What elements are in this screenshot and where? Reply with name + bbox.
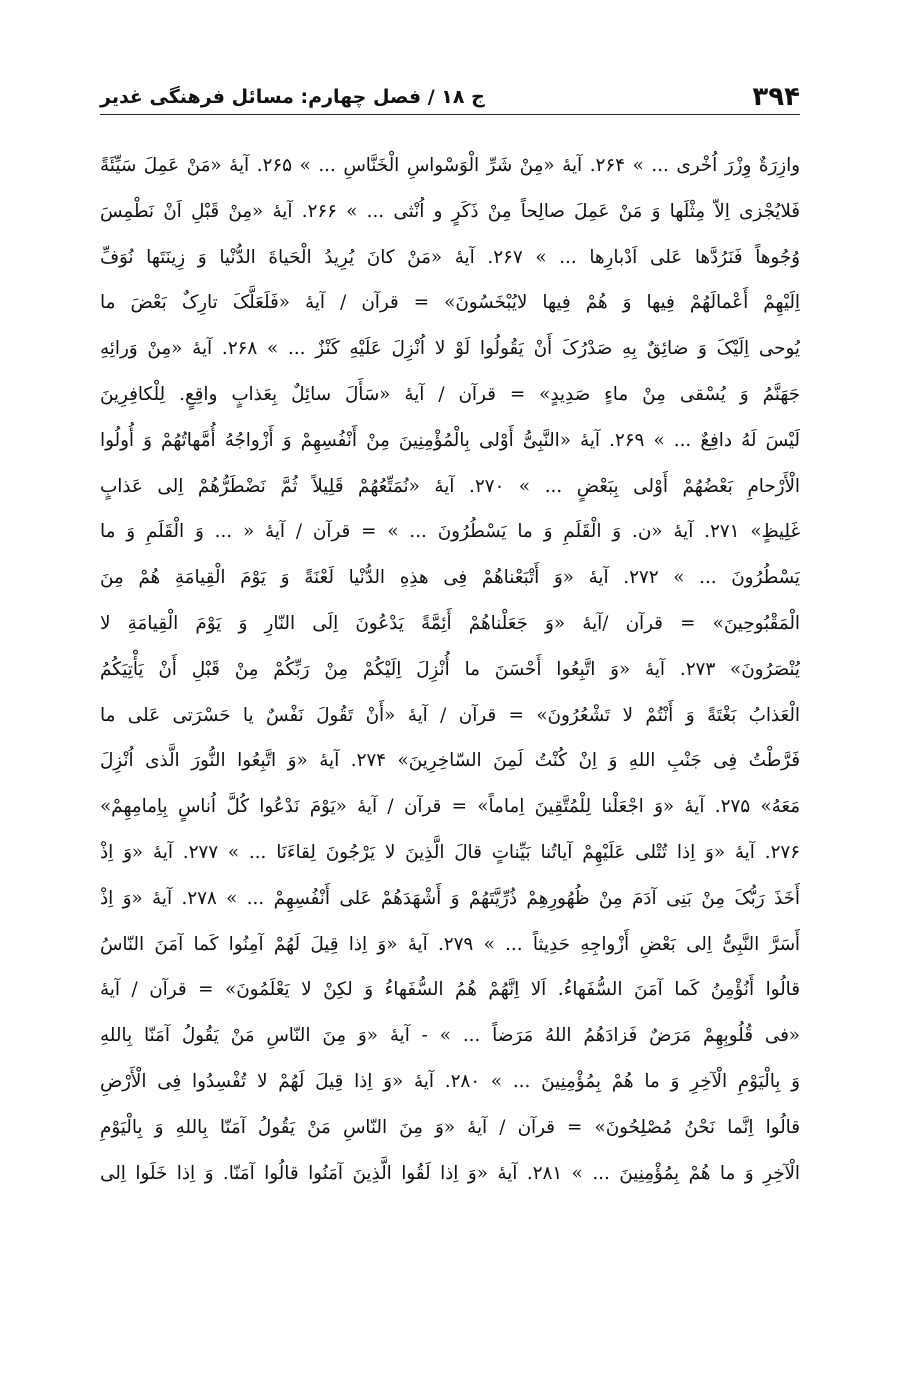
- text-line: مَعَهُ» ۲۷۵. آیهٔ «وَ اجْعَلْنا لِلْمُتَّقِینَ اِماماً» = قرآن / آیهٔ «یَوْمَ نَدْعُوا کُلَّ اُناسٍ بِاِمامِهِمْ»: [100, 796, 800, 818]
- text-line: قالُوا أَنُؤْمِنُ کَما آمَنَ السُّفَهاءُ. اَلا اِنَّهُمْ هُمُ السُّفَهاءُ وَ لکِنْ لا یَعْلَمُونَ» = قرآن / آیهٔ: [100, 979, 800, 1001]
- body-text: [100, 143, 800, 1303]
- text-line: غَلِیظٍ» ۲۷۱. آیهٔ «ن. وَ الْقَلَمِ وَ ما یَسْطُرُونَ ... » = قرآن / آیهٔ « ... وَ الْقَلَمِ وَ ما: [100, 521, 800, 543]
- text-line: الْمَقْبُوحِینَ» = قرآن /آیهٔ «وَ جَعَلْناهُمْ أَئِمَّةً یَدْعُونَ اِلَی النّارِ وَ یَوْمَ الْقِیامَةِ لا: [100, 612, 800, 634]
- page-header: [100, 72, 800, 112]
- text-line: وُجُوهاً فَنَرُدَّها عَلی اَدْبارِها ... » ۲۶۷. آیهٔ «مَنْ کانَ یُرِیدُ الْحَیاةَ الدُّنْیا وَ زِینَتَها نُوَفِّ: [100, 246, 800, 268]
- text-line: الْعَذابُ بَغْتَةً وَ أَنْتُمْ لا تَشْعُرُونَ» = قرآن / آیهٔ «أَنْ تَقُولَ نَفْسٌ یا حَسْرَتی عَلی ما: [100, 704, 800, 726]
- text-line: یُوحی اِلَیْکَ وَ ضائِقٌ بِهِ صَدْرُکَ أَنْ یَقُولُوا لَوْ لا اُنْزِلَ عَلَیْهِ کَنْزٌ ... » ۲۶۸. آیهٔ «مِنْ وَرائِهِ: [100, 338, 800, 360]
- text-line: فَلایُجْزی اِلاّ مِثْلَها وَ مَنْ عَمِلَ صالِحاً مِنْ ذَکَرٍ و اُنْثی ... » ۲۶۶. آیهٔ «مِنْ قَبْلِ اَنْ نَطْمِسَ: [100, 200, 800, 222]
- text-line: ۲۷۶. آیهٔ «وَ اِذا تُتْلی عَلَیْهِمْ آیاتُنا بَیِّناتٍ قالَ الَّذِینَ لا یَرْجُونَ لِقاءَنَا ... » ۲۷۷. آیهٔ «وَ اِذْ: [100, 841, 800, 863]
- text-line: «فی قُلُوبِهِمْ مَرَضٌ فَزادَهُمُ اللهُ مَرَضاً ... » - آیهٔ «وَ مِنَ النّاسِ مَنْ یَقُولُ آمَنّا بِاللهِ: [100, 1025, 800, 1047]
- text-line: لَیْسَ لَهُ دافِعٌ ... » ۲۶۹. آیهٔ «النَّبِیُّ أَوْلی بِالْمُؤْمِنِینَ مِنْ أَنْفُسِهِمْ وَ أَزْواجُهُ أُمَّهاتُهُمْ وَ أُولُوا: [100, 429, 800, 451]
- running-head: ج ۱۸ / فصل چهارم: مسائل فرهنگی غدیر: [100, 86, 485, 108]
- text-line: أَسَرَّ النَّبِیُّ اِلی بَعْضِ أَزْواجِهِ حَدِیثاً ... » ۲۷۹. آیهٔ «وَ اِذا قِیلَ لَهُمْ آمِنُوا کَما آمَنَ النّاسُ: [100, 933, 800, 955]
- text-line: اِلَیْهِمْ أَعْمالَهُمْ فِیها وَ هُمْ فِیها لایُبْخَسُونَ» = قرآن / آیهٔ «فَلَعَلَّکَ تارِکٌ بَعْضَ ما: [100, 292, 800, 314]
- text-line: یَسْطُرُونَ ... » ۲۷۲. آیهٔ «وَ أَتْبَعْناهُمْ فِی هذِهِ الدُّنْیا لَعْنَةً وَ یَوْمَ الْقِیامَةِ هُمْ مِنَ: [100, 567, 800, 589]
- text-line: الْأَرْحامِ بَعْضُهُمْ أَوْلی بِبَعْضٍ ... » ۲۷۰. آیهٔ «نُمَتِّعُهُمْ قَلِیلاً ثُمَّ نَضْطَرُّهُمْ اِلی عَذابٍ: [100, 475, 800, 497]
- text-line: جَهَنَّمُ وَ یُسْقی مِنْ ماءٍ صَدِیدٍ» = قرآن / آیهٔ «سَأَلَ سائِلٌ بِعَذابٍ واقِعٍ. لِلْکافِرِینَ: [100, 383, 800, 405]
- text-line: وازِرَةٌ وِزْرَ اُخْری ... » ۲۶۴. آیهٔ «مِنْ شَرِّ الْوَسْواسِ الْخَنَّاسِ ... » ۲۶۵. آیهٔ «مَنْ عَمِلَ سَیِّئَةً: [100, 155, 800, 176]
- text-line: فَرَّطْتُ فِی جَنْبِ اللهِ وَ اِنْ کُنْتُ لَمِنَ السّاخِرِینَ» ۲۷۴. آیهٔ «وَ اتَّبِعُوا النُّورَ الَّذی اُنْزِلَ: [100, 750, 800, 772]
- text-line: قالُوا اِنَّما نَحْنُ مُصْلِحُونَ» = قرآن / آیهٔ «وَ مِنَ النّاسِ مَنْ یَقُولُ آمَنّا بِاللهِ وَ بِالْیَوْمِ: [100, 1116, 800, 1138]
- header-rule: [100, 114, 800, 115]
- text-line: الْآخِرِ وَ ما هُمْ بِمُؤْمِنِینَ ... » ۲۸۱. آیهٔ «وَ اِذا لَقُوا الَّذِینَ آمَنُوا قالُوا آمَنّا. وَ اِذا خَلَوا اِلی: [100, 1162, 800, 1184]
- text-line: أَخَذَ رَبُّکَ مِنْ بَنِی آدَمَ مِنْ ظُهُورِهِمْ ذُرِّیَّتَهُمْ وَ أَشْهَدَهُمْ عَلی أَنْفُسِهِمْ ... » ۲۷۸. آیهٔ «وَ اِذْ: [100, 887, 800, 909]
- text-line: وَ بِالْیَوْمِ الْآخِرِ وَ ما هُمْ بِمُؤْمِنِینَ ... » ۲۸۰. آیهٔ «وَ اِذا قِیلَ لَهُمْ لا تُفْسِدُوا فِی الْأَرْضِ: [100, 1070, 800, 1092]
- page-number: ۳۹۴: [752, 82, 800, 112]
- text-line: یُنْصَرُونَ» ۲۷۳. آیهٔ «وَ اتَّبِعُوا أَحْسَنَ ما أُنْزِلَ اِلَیْکُمْ مِنْ رَبِّکُمْ مِنْ قَبْلِ أَنْ یَأْتِیَکُمُ: [100, 658, 800, 680]
